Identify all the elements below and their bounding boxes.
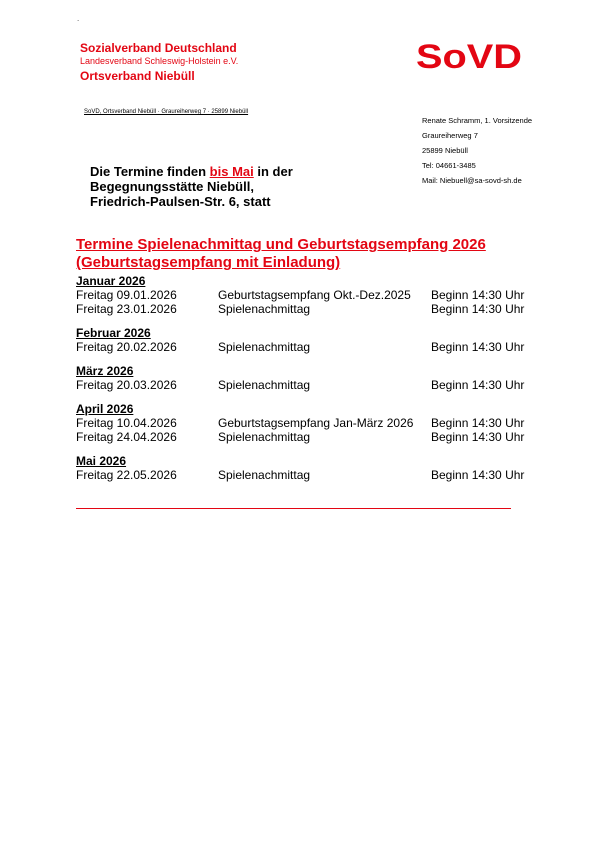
intro-part-2: in der [253, 164, 293, 179]
intro-line-3: Friedrich-Paulsen-Str. 6, statt [90, 194, 271, 209]
month-label: April 2026 [76, 402, 134, 416]
event-row [76, 340, 536, 354]
event-row [76, 378, 536, 392]
intro-line-2: Begegnungsstätte Niebüll, [90, 179, 254, 194]
month-label: März 2026 [76, 364, 134, 378]
event-name: Spielenachmittag [218, 468, 311, 482]
month-label: Januar 2026 [76, 274, 146, 288]
month-block [76, 364, 536, 392]
event-date: Freitag 22.05.2026 [76, 468, 177, 482]
intro-part-1: Die Termine finden [90, 164, 210, 179]
org-local-branch: Ortsverband Niebüll [80, 69, 195, 84]
event-time: Beginn 14:30 Uhr [431, 378, 525, 392]
event-date: Freitag 20.02.2026 [76, 340, 177, 354]
schedule-heading-line-1: Termine Spielenachmittag und Geburtstagsempfang 2026 [76, 236, 486, 253]
schedule-heading-line-2: (Geburtstagsempfang mit Einladung) [76, 254, 341, 271]
org-name: Sozialverband Deutschland [80, 41, 237, 55]
schedule-list [76, 274, 536, 482]
event-date: Freitag 09.01.2026 [76, 288, 177, 302]
event-time: Beginn 14:30 Uhr [431, 288, 525, 302]
top-mark: . [77, 14, 80, 23]
sovd-logo [416, 38, 522, 72]
month-block [76, 454, 536, 482]
intro-line-1 [90, 164, 340, 179]
organization-block [80, 41, 238, 84]
contact-mail: Mail: Niebuell@sa-sovd-sh.de [422, 176, 522, 185]
intro-text [90, 164, 340, 209]
divider-line [76, 508, 511, 509]
month-block [76, 326, 536, 354]
event-time: Beginn 14:30 Uhr [431, 468, 525, 482]
event-name: Spielenachmittag [218, 302, 311, 316]
event-row [76, 302, 536, 316]
sender-address-line: SoVD, Ortsverband Niebüll · Graureiherweg 7 · 25899 Niebüll [84, 109, 249, 115]
month-label: Mai 2026 [76, 454, 127, 468]
event-time: Beginn 14:30 Uhr [431, 430, 525, 444]
sovd-logo-text: SoVD [416, 38, 522, 72]
event-row [76, 430, 536, 444]
event-row [76, 468, 536, 482]
event-name: Geburtstagsempfang Okt.-Dez.2025 [218, 288, 411, 302]
contact-street: Graureiherweg 7 [422, 131, 478, 140]
event-name: Spielenachmittag [218, 430, 311, 444]
event-row [76, 288, 536, 302]
contact-block [422, 113, 532, 188]
month-block [76, 274, 536, 316]
contact-name: Renate Schramm, 1. Vorsitzende [422, 116, 533, 125]
event-name: Spielenachmittag [218, 340, 311, 354]
event-time: Beginn 14:30 Uhr [431, 416, 525, 430]
event-name: Geburtstagsempfang Jan-März 2026 [218, 416, 414, 430]
schedule-heading [76, 236, 536, 272]
event-date: Freitag 10.04.2026 [76, 416, 177, 430]
event-date: Freitag 23.01.2026 [76, 302, 177, 316]
event-date: Freitag 24.04.2026 [76, 430, 177, 444]
month-block [76, 402, 536, 444]
event-row [76, 416, 536, 430]
event-time: Beginn 14:30 Uhr [431, 340, 525, 354]
event-name: Spielenachmittag [218, 378, 311, 392]
month-label: Februar 2026 [76, 326, 151, 340]
intro-highlight: bis Mai [209, 164, 254, 179]
event-date: Freitag 20.03.2026 [76, 378, 177, 392]
event-time: Beginn 14:30 Uhr [431, 302, 525, 316]
contact-city: 25899 Niebüll [422, 146, 468, 155]
org-state-association: Landesverband Schleswig-Holstein e.V. [80, 56, 239, 67]
contact-phone: Tel: 04661-3485 [422, 161, 476, 170]
